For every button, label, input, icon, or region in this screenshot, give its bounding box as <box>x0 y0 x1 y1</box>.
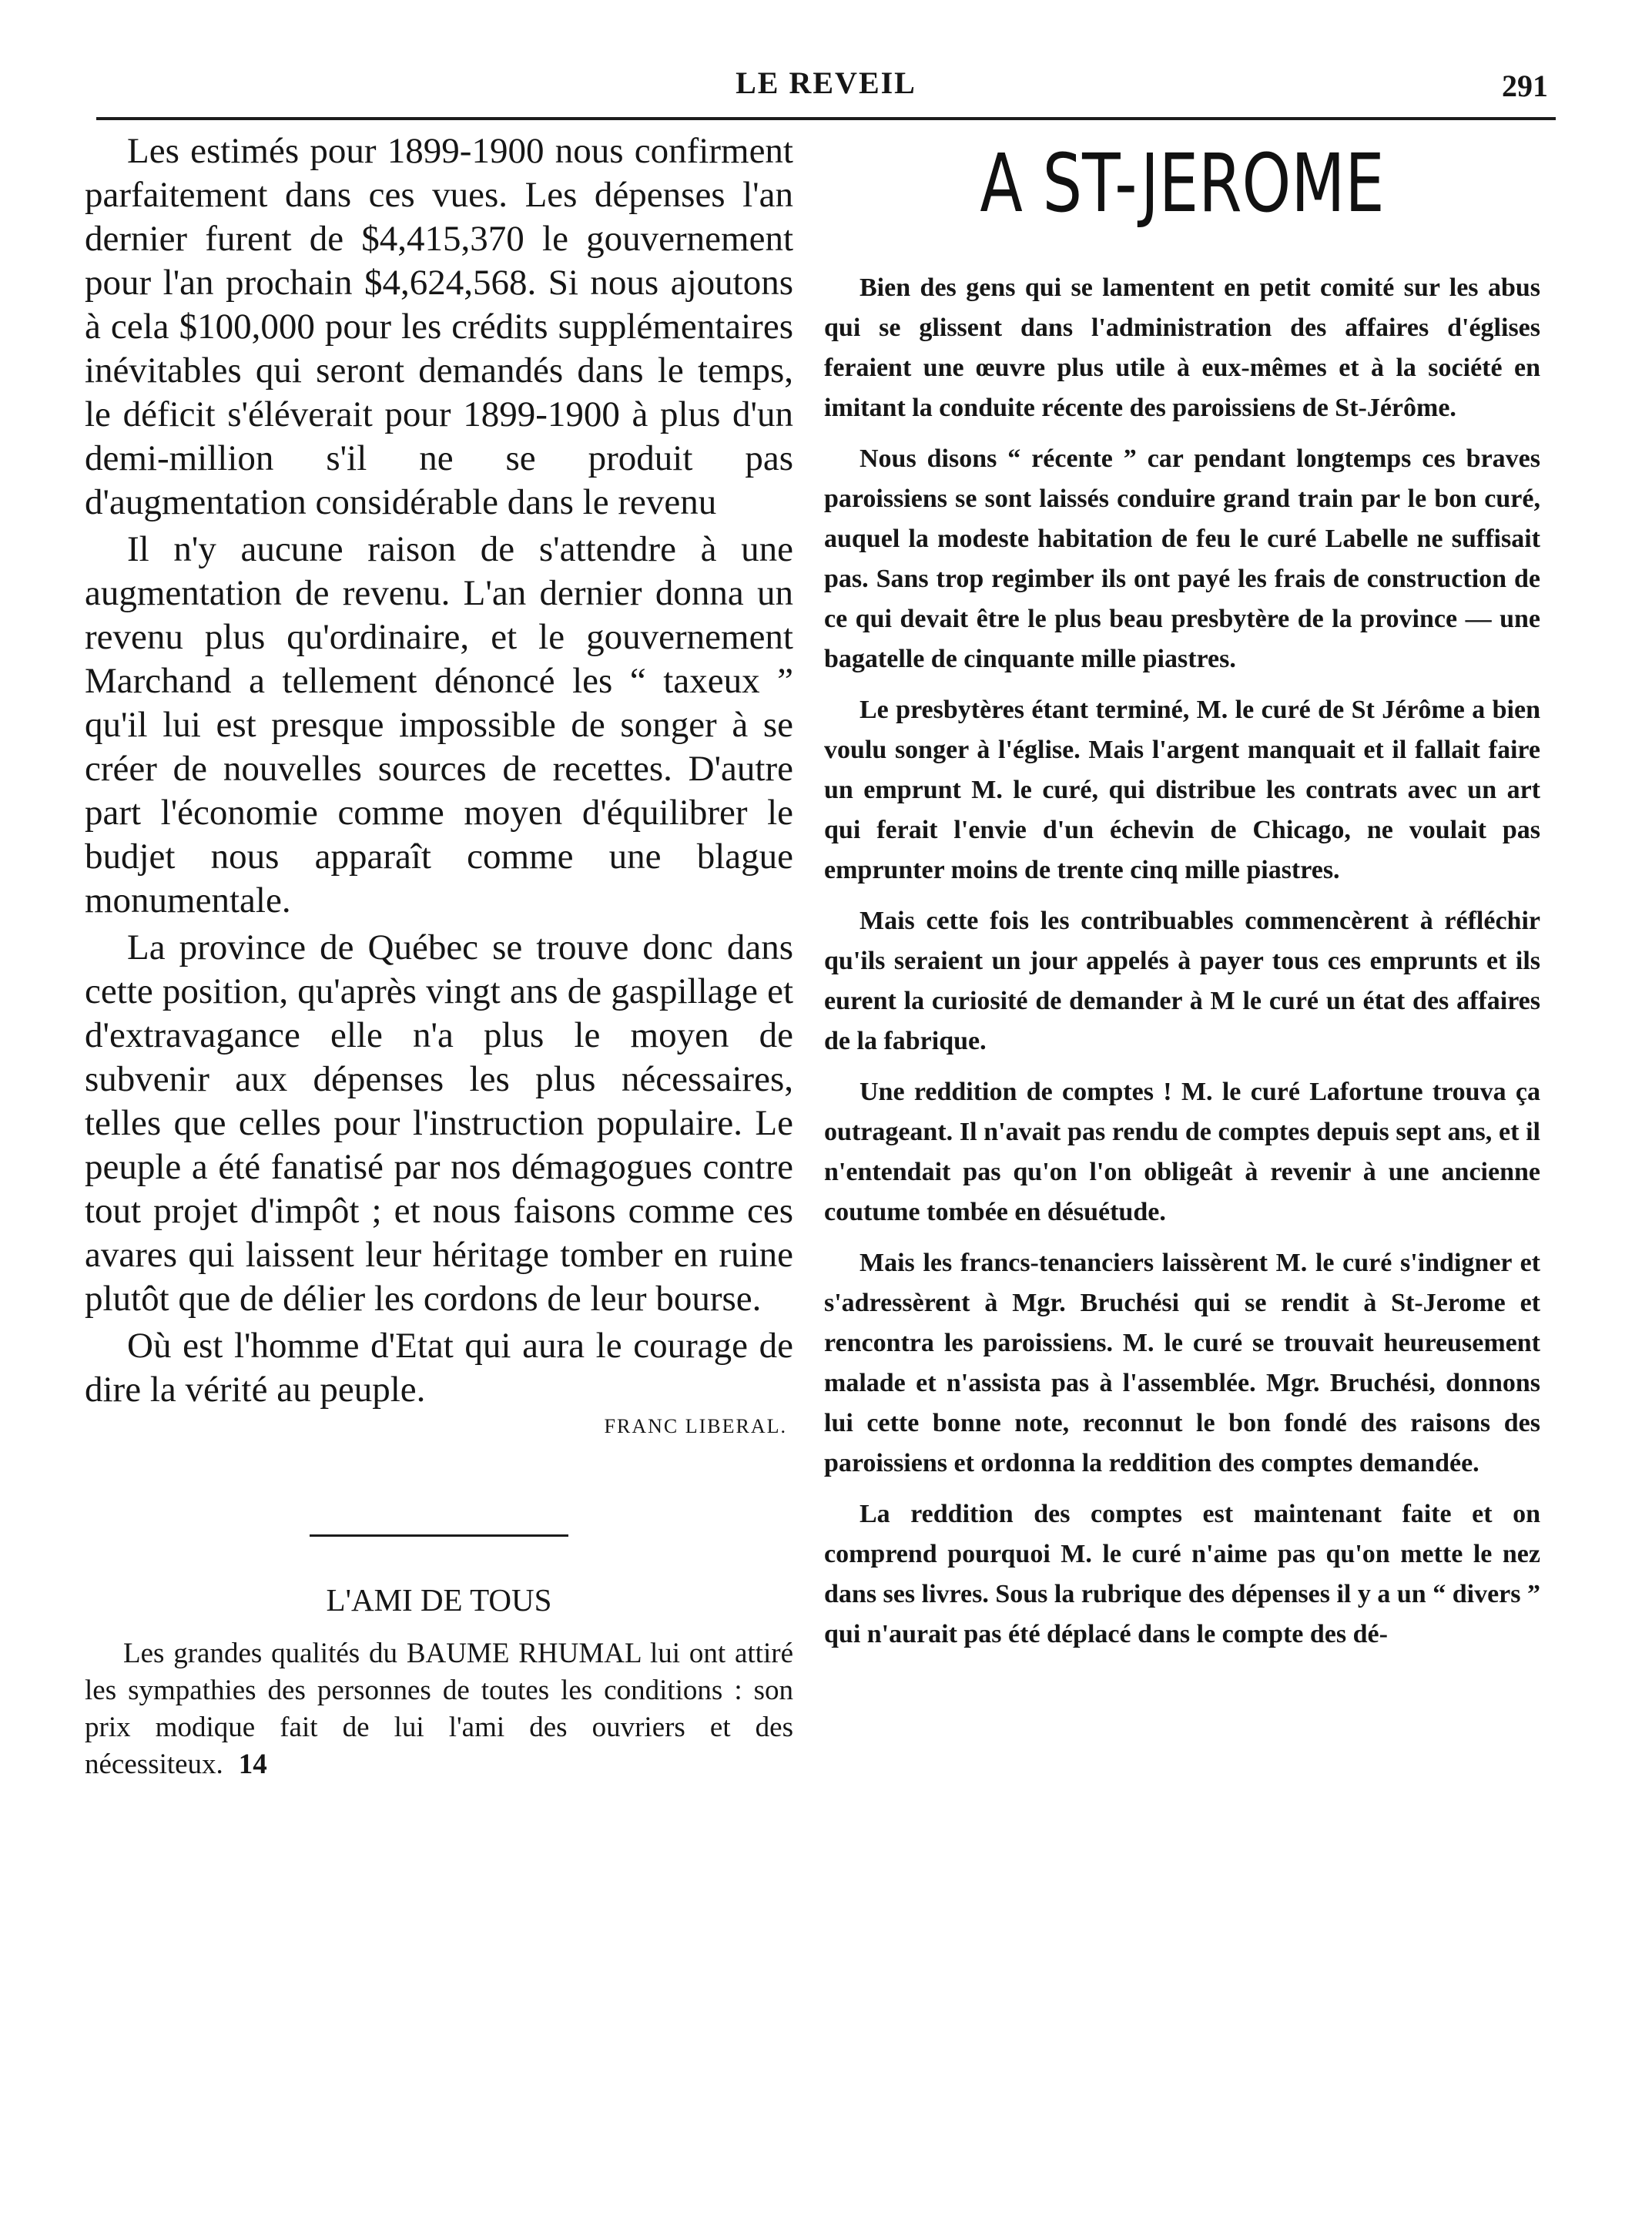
article-paragraph: Il n'y aucune raison de s'attendre à une augmentation de revenu. L'an dernier donna un revenu plus qu'ordinaire, et le gouvernement Marchand a tellement dénoncé les “ taxeux ” qu'il lui est presque impossible de songer à se créer de nouvelles sources de recettes. D'autre part l'économie comme moyen d'équilibrer le budjet nous apparaît comme une blague monumentale. <box>85 529 793 921</box>
article-paragraph: Une reddition de comptes ! M. le curé Lafortune trouva ça outrageant. Il n'avait pas rendu de comptes depuis sept ans, et il n'entendait pas qu'on l'on obligeât à revenir à une ancienne coutume tombée en désuétude. <box>824 1078 1540 1226</box>
advertisement-title: L'AMI DE TOUS <box>326 1582 552 1618</box>
article-paragraph: Nous disons “ récente ” car pendant longtemps ces braves paroissiens se sont laissés conduire grand train par le bon curé, auquel la modeste habitation de feu le curé Labelle ne suffisait pas. Sans trop regimber ils ont payé les frais de construction de ce qui devait être le plus beau presbytère de la province — une bagatelle de cinquante mille piastres. <box>824 444 1540 673</box>
newspaper-title: LE REVEIL <box>736 65 916 100</box>
article-paragraph: Mais cette fois les contribuables commencèrent à réfléchir qu'ils seraient un jour appelés à payer tous ces emprunts et ils eurent la curiosité de demander à M le curé un état des affaires de la fabrique. <box>824 907 1540 1055</box>
section-separator <box>310 1534 568 1537</box>
left-column <box>85 129 793 1783</box>
article-paragraph: La province de Québec se trouve donc dans cette position, qu'après vingt ans de gaspillage et d'extravagance elle n'a plus le moyen de subvenir aux dépenses les plus nécessaires, telles que celles pour l'instruction populaire. Le peuple a été fanatisé par nos démagogues contre tout projet d'impôt ; et nous faisons comme ces avares qui laissent leur héritage tomber en ruine plutôt que de délier les cordons de leur bourse. <box>85 927 793 1319</box>
page-header <box>96 65 1556 112</box>
advertisement-body <box>85 1635 793 1783</box>
article-headline: A ST-JEROME <box>980 136 1385 230</box>
article-paragraph: La reddition des comptes est maintenant faite et on comprend pourquoi M. le curé n'aime pas qu'on mette le nez dans ses livres. Sous la rubrique des dépenses il y a un “ divers ” qui n'aurait pas été déplacé dans le compte des dé- <box>824 1500 1540 1648</box>
page-number: 291 <box>1502 69 1548 103</box>
advertisement-number: 14 <box>238 1749 267 1780</box>
header-rule <box>96 117 1556 120</box>
article-paragraph: Le presbytères étant terminé, M. le curé de St Jérôme a bien voulu songer à l'église. Mais l'argent manquait et il fallait faire un emprunt M. le curé, qui distribue les contrats avec un art qui ferait l'envie d'un échevin de Chicago, ne voulait pas emprunter moins de trente cinq mille piastres. <box>824 696 1540 884</box>
article-paragraph: Mais les francs-tenanciers laissèrent M. le curé s'indigner et s'adressèrent à Mgr. Bruchési qui se rendit à St-Jerome et rencontra les paroissiens. M. le curé se trouvait heureusement malade et n'assista pas à l'assemblée. Mgr. Bruchési, donnons lui cette bonne note, reconnut le bon fondé des raisons des paroissiens et ordonna la reddition des comptes demandée. <box>824 1249 1540 1477</box>
article-paragraph: Où est l'homme d'Etat qui aura le courage de dire la vérité au peuple. <box>85 1326 793 1410</box>
right-column <box>824 129 1540 1665</box>
article-paragraph: Bien des gens qui se lamentent en petit comité sur les abus qui se glissent dans l'administration des affaires d'églises feraient une œuvre plus utile à eux-mêmes et à la société en imitant la conduite récente des paroissiens de St-Jérôme. <box>824 273 1540 422</box>
advertisement-text: Les grandes qualités du BAUME RHUMAL lui ont attiré les sympathies des personnes de toutes les conditions : son prix modique fait de lui l'ami des ouvriers et des nécessiteux. <box>85 1638 793 1780</box>
article-paragraph: Les estimés pour 1899-1900 nous confirment parfaitement dans ces vues. Les dépenses l'an dernier furent de $4,415,370 le gouvernement pour l'an prochain $4,624,568. Si nous ajoutons à cela $100,000 pour les crédits supplémentaires inévitables qui seront demandés dans le temps, le déficit s'éléverait pour 1899-1900 à plus d'un demi-million s'il ne se produit pas d'augmentation considérable dans le revenu <box>85 131 793 522</box>
article-signature: FRANC LIBERAL. <box>604 1415 787 1437</box>
